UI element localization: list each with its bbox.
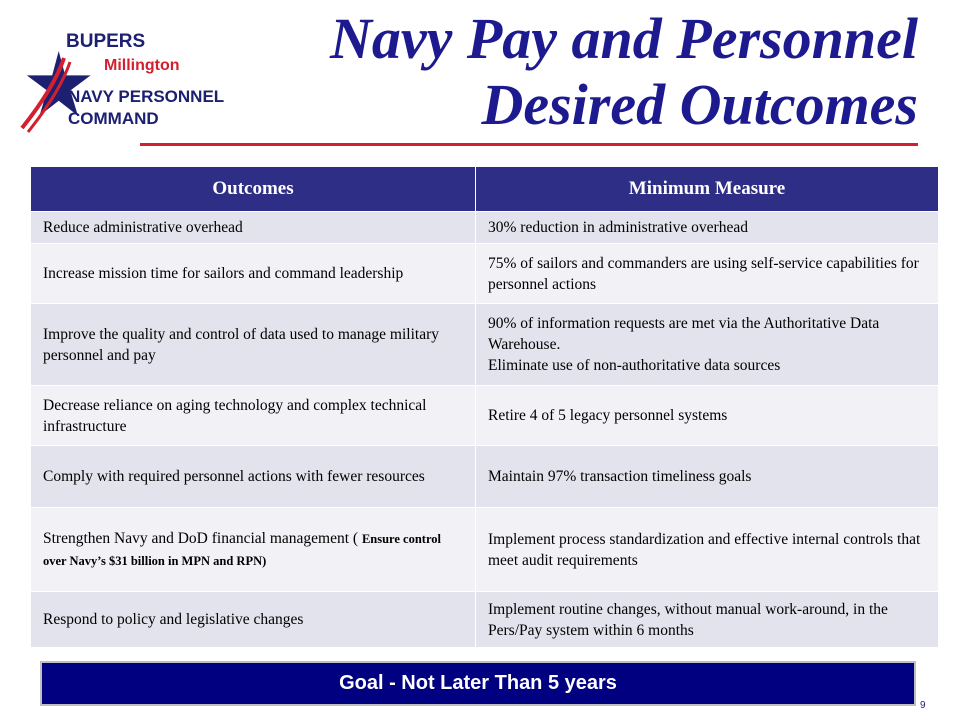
logo-command-text: COMMAND	[68, 109, 159, 128]
table-row	[31, 244, 939, 304]
outcome-text: Strengthen Navy and DoD financial management (	[43, 529, 359, 547]
outcome-note: Ensure control over Navy’s $31 billion in MPN and RPN)	[43, 531, 442, 568]
measure-cell: 75% of sailors and commanders are using self-service capabilities for personnel actions	[476, 244, 939, 304]
outcome-cell: Comply with required personnel actions with fewer resources	[31, 446, 476, 508]
title-line-2: Desired Outcomes	[481, 72, 918, 137]
table-row	[31, 212, 939, 244]
table-row	[31, 386, 939, 446]
outcome-cell	[31, 508, 476, 592]
table-row	[31, 592, 939, 648]
goal-label: Goal - Not Later Than 5 years	[339, 672, 617, 694]
measure-cell: 30% reduction in administrative overhead	[476, 212, 939, 244]
goal-banner	[40, 661, 916, 706]
outcome-cell: Decrease reliance on aging technology and complex technical infrastructure	[31, 386, 476, 446]
measure-cell	[476, 304, 939, 386]
title-line-1: Navy Pay and Personnel	[330, 6, 918, 71]
table-header-row	[31, 167, 939, 212]
logo-millington-text: Millington	[104, 57, 180, 74]
table-row	[31, 446, 939, 508]
measure-line: Eliminate use of non-authoritative data sources	[488, 357, 781, 374]
measure-line: 90% of information requests are met via the Authoritative Data Warehouse.	[488, 315, 880, 353]
outcome-cell: Increase mission time for sailors and command leadership	[31, 244, 476, 304]
outcomes-table	[30, 166, 939, 648]
bupers-logo	[14, 28, 234, 138]
outcome-cell: Reduce administrative overhead	[31, 212, 476, 244]
title-divider	[140, 143, 918, 146]
header-minimum-measure: Minimum Measure	[476, 167, 939, 212]
outcome-cell: Respond to policy and legislative changes	[31, 592, 476, 648]
measure-cell: Maintain 97% transaction timeliness goals	[476, 446, 939, 508]
page-title	[330, 6, 918, 138]
table-row	[31, 508, 939, 592]
logo-navy-personnel-text: NAVY PERSONNEL	[68, 87, 225, 106]
header-outcomes: Outcomes	[31, 167, 476, 212]
logo-bupers-text: BUPERS	[66, 31, 146, 52]
page-number: 9	[920, 700, 926, 711]
measure-cell: Retire 4 of 5 legacy personnel systems	[476, 386, 939, 446]
measure-cell: Implement routine changes, without manual work-around, in the Pers/Pay system within 6 months	[476, 592, 939, 648]
table-row	[31, 304, 939, 386]
outcome-cell: Improve the quality and control of data used to manage military personnel and pay	[31, 304, 476, 386]
measure-cell: Implement process standardization and effective internal controls that meet audit requirements	[476, 508, 939, 592]
